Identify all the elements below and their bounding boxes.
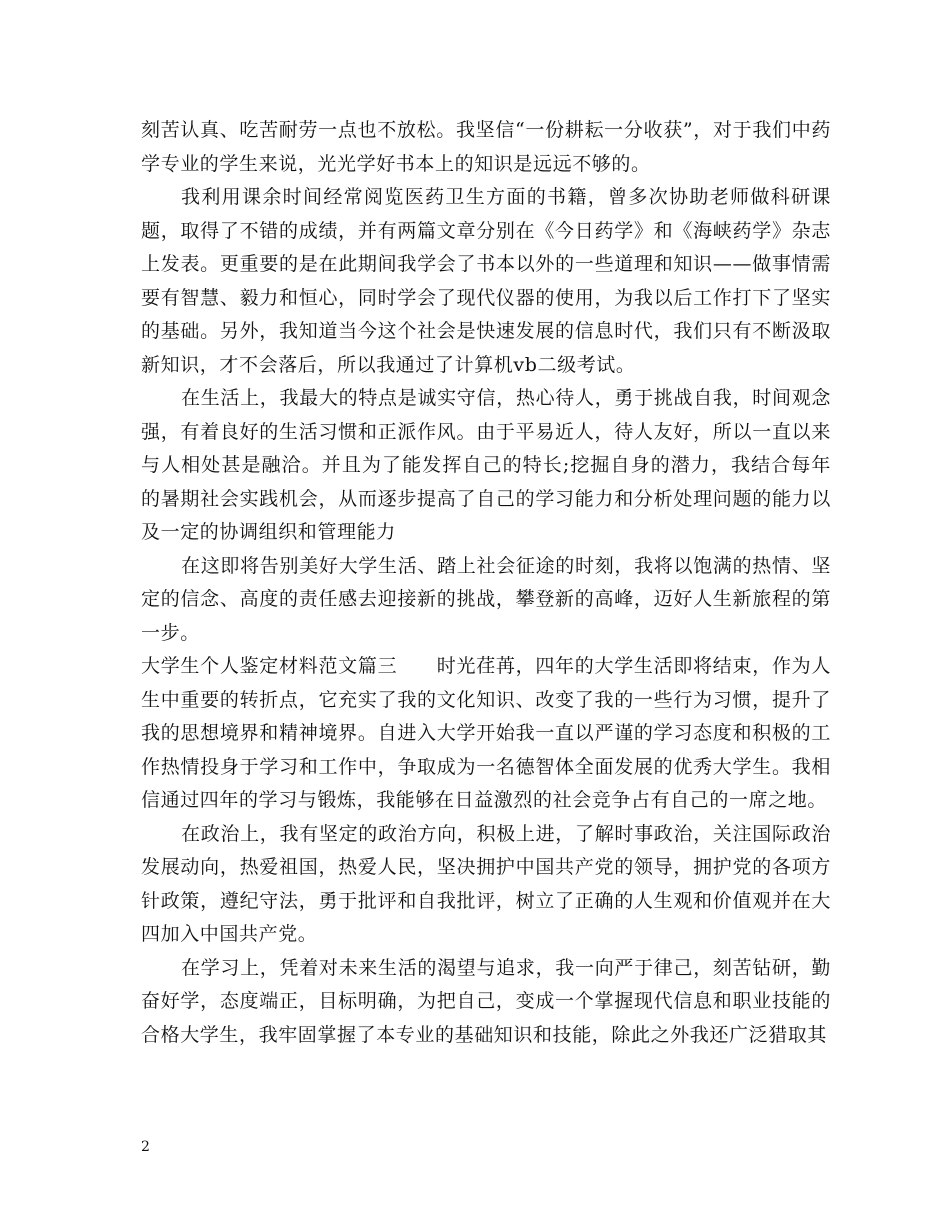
paragraph: 在学习上，凭着对未来生活的渴望与追求，我一向严于律己，刻苦钻研，勤奋好学，态度端正，目标明确，为把自己，变成一个掌握现代信息和职业技能的合格大学生，我牢固掌握了本专业的基础知识和技能，除此之外我还广泛猎取其 (141, 956, 831, 1046)
paragraph: 刻苦认真、吃苦耐劳一点也不放松。我坚信“一份耕耘一分收获”，对于我们中药学专业的学生来说，光光学好书本上的知识是远远不够的。 (141, 119, 831, 175)
paragraph-section-heading: 大学生个人鉴定材料范文篇三 时光荏苒，四年的大学生活即将结束，作为人生中重要的转折点，它充实了我的文化知识、改变了我的一些行为习惯，提升了我的思想境界和精神境界。自进入大学开始我一直以严谨的学习态度和积极的工作热情投身于学习和工作中，争取成为一名德智体全面发展的优秀大学生。我相信通过四年的学习与锻炼，我能够在日益激烈的社会竞争占有自己的一席之地。 (141, 655, 831, 811)
paragraph: 我利用课余时间经常阅览医药卫生方面的书籍，曾多次协助老师做科研课题，取得了不错的成绩，并有两篇文章分别在《今日药学》和《海峡药学》杂志上发表。更重要的是在此期间我学会了书本以外的一些道理和知识——做事情需要有智慧、毅力和恒心，同时学会了现代仪器的使用，为我以后工作打下了坚实的基础。另外，我知道当今这个社会是快速发展的信息时代，我们只有不断汲取新知识，才不会落后，所以我通过了计算机vb二级考试。 (141, 186, 831, 376)
paragraph: 在生活上，我最大的特点是诚实守信，热心待人，勇于挑战自我，时间观念强，有着良好的生活习惯和正派作风。由于平易近人，待人友好，所以一直以来与人相处甚是融洽。并且为了能发挥自己的特长;挖掘自身的潜力，我结合每年的暑期社会实践机会，从而逐步提高了自己的学习能力和分析处理问题的能力以及一定的协调组织和管理能力 (141, 387, 831, 543)
paragraph: 在这即将告别美好大学生活、踏上社会征途的时刻，我将以饱满的热情、坚定的信念、高度的责任感去迎接新的挑战，攀登新的高峰，迈好人生新旅程的第一步。 (141, 554, 831, 644)
page-number: 2 (141, 1139, 150, 1155)
document-body (141, 114, 831, 1052)
paragraph: 在政治上，我有坚定的政治方向，积极上进，了解时事政治，关注国际政治发展动向，热爱祖国，热爱人民，坚决拥护中国共产党的领导，拥护党的各项方针政策，遵纪守法，勇于批评和自我批评，树立了正确的人生观和价值观并在大四加入中国共产党。 (141, 822, 831, 945)
